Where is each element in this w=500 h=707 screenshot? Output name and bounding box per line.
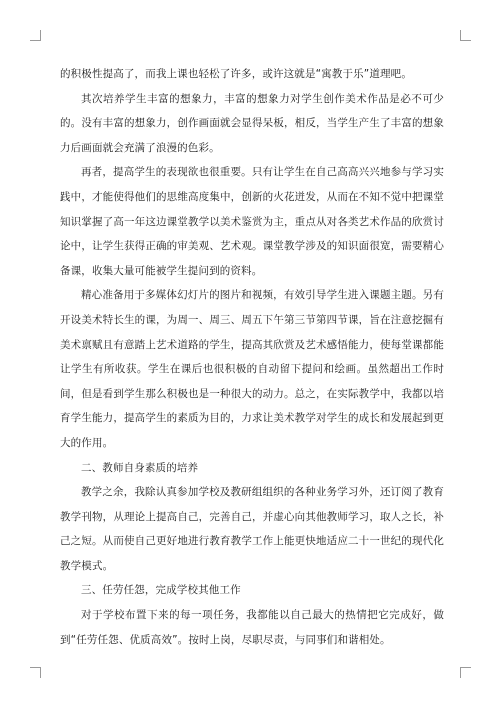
crop-mark-bottom-right: [460, 667, 471, 678]
crop-mark-top-right: [460, 30, 471, 41]
paragraph-imagination: 其次培养学生丰富的想象力，丰富的想象力对学生创作美术作品是必不可少的。没有丰富的想象力，创作画面就会显得呆板，相反，当学生产生了丰富的想象力后画面就会充满了浪漫的色彩。: [60, 92, 444, 154]
section-heading-other-work: 三、任劳任怨，完成学校其他工作: [81, 584, 241, 597]
paragraph-tasks: 对于学校布置下来的每一项任务，我都能以自己最大的热情把它完成好，做到“任劳任怨、优质高效”。按时上岗，尽职尽责，与同事们和谐相处。: [60, 609, 444, 646]
paragraph-multimedia: 精心准备用于多媒体幻灯片的图片和视频，有效引导学生进入课题主题。另有开设美术特长生的课，为周一、周三、周五下午第三节第四节课，旨在注意挖掘有美术禀赋且有意踏上艺术道路的学生，提高其欣赏及艺术感悟能力，使每堂课都能让学生有所收获。学生在课后也很积极的自动留下提问和绘画。虽然超出工作时间，但是看到学生那么积极也是一种很大的动力。总之，在实际教学中，我都以培育学生能力，提高学生的素质为目的，力求让美术教学对学生的成长和发展起到更大的作用。: [60, 289, 444, 449]
crop-mark-bottom-left: [30, 667, 41, 678]
crop-mark-top-left: [30, 30, 41, 41]
paragraph-continuation: 的积极性提高了，而我上课也轻松了许多，或许这就是“寓教于乐”道理吧。: [60, 68, 412, 80]
paragraph-self-study: 教学之余，我除认真参加学校及教研组组织的各种业务学习外，还订阅了教育教学刊物，从理论上提高自己，完善自己，并虚心向其他教师学习，取人之长，补己之短。从而使自己更好地进行教育教学工作上能更快地适应二十一世纪的现代化教学模式。: [60, 486, 444, 572]
document-body: [60, 62, 444, 652]
paragraph-expression: 再者，提高学生的表现欲也很重要。只有让学生在自己高高兴兴地参与学习实践中，才能使得他们的思维高度集中，创新的火花迸发，从而在不知不觉中把课堂知识掌握了高一年这边课堂教学以美术鉴赏为主，重点从对各类艺术作品的欣赏讨论中，让学生获得正确的审美观、艺术观。课堂教学涉及的知识面很宽，需要精心备课，收集大量可能被学生提问到的资料。: [60, 166, 444, 277]
section-heading-teacher-quality: 二、教师自身素质的培养: [81, 461, 199, 474]
